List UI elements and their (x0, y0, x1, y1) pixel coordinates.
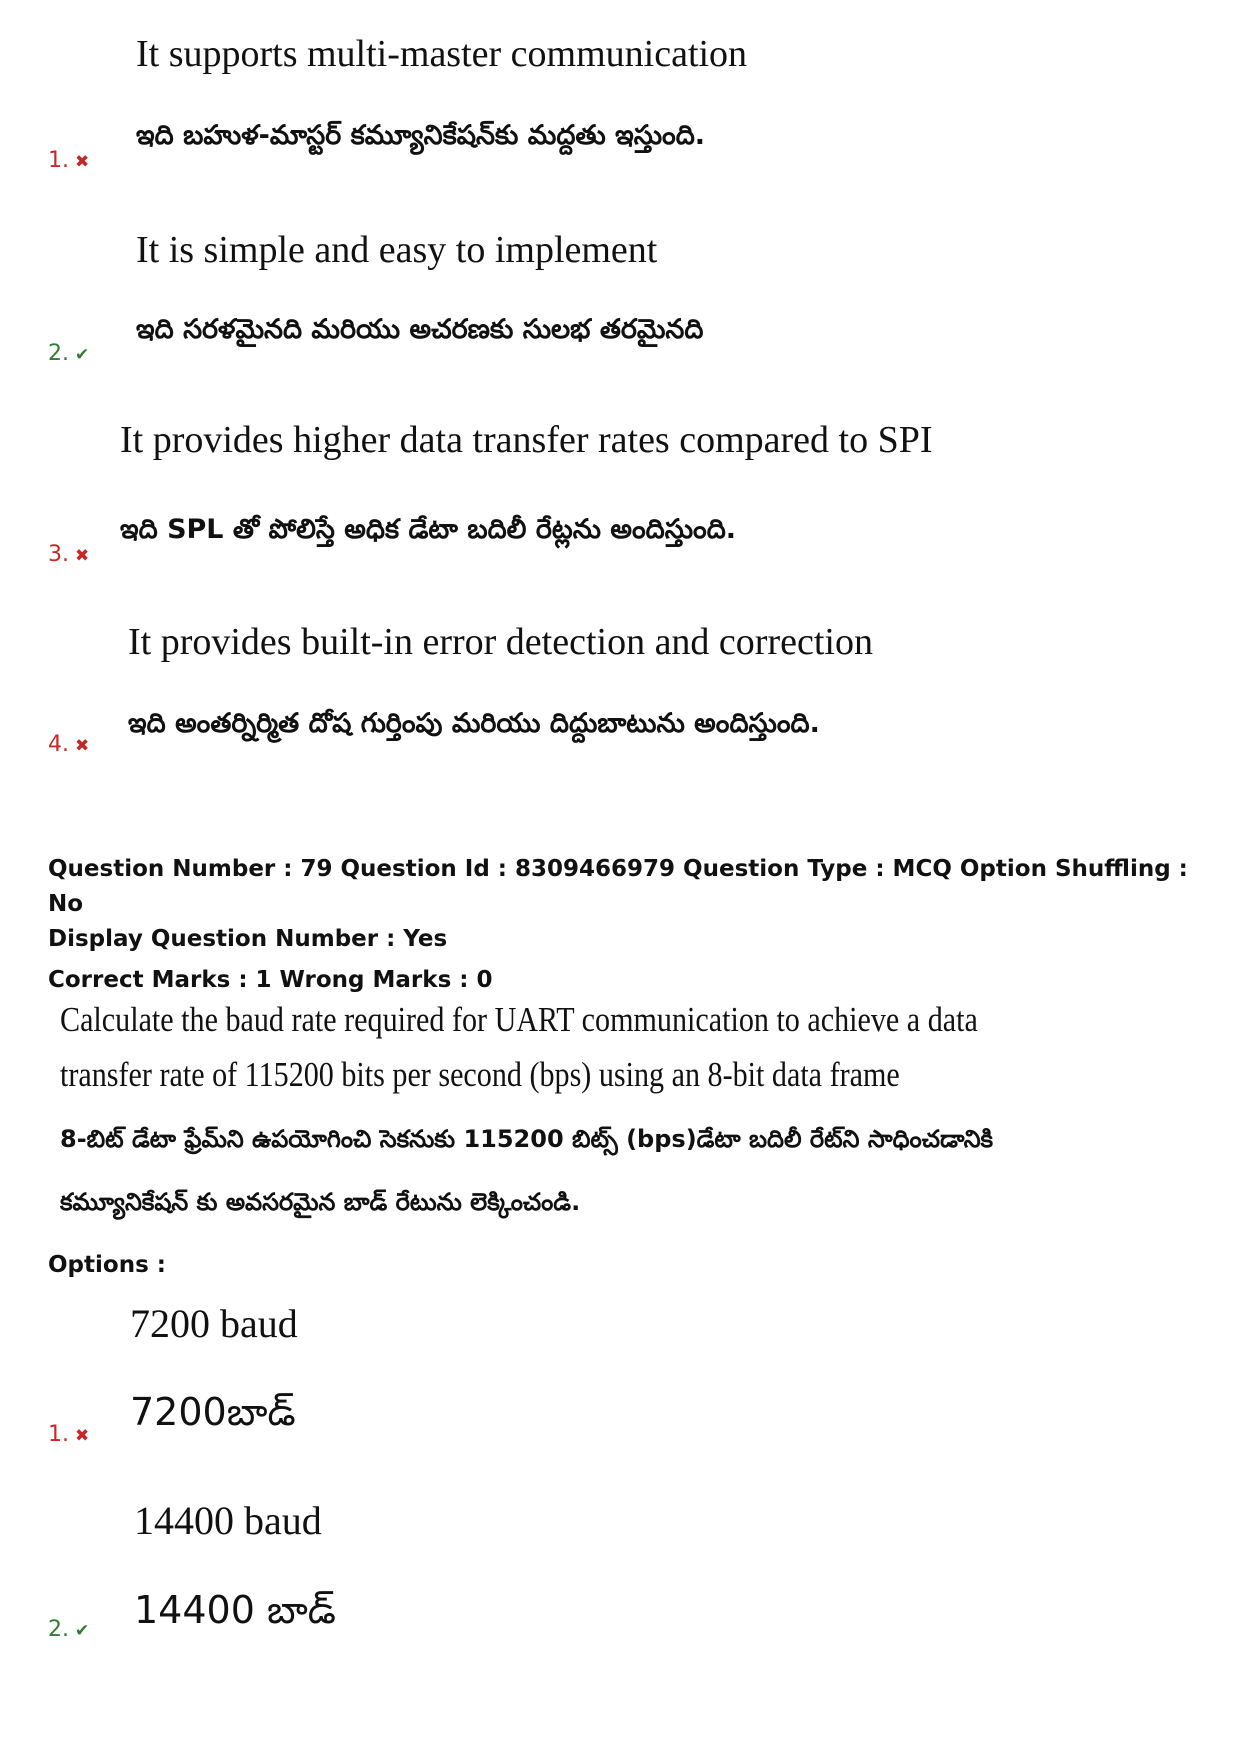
question-meta-line1: Question Number : 79 Question Id : 8309466979 Question Type : MCQ Option Shuffling : No (48, 856, 1188, 917)
check-icon: ✔ (75, 345, 90, 365)
question-telugu-line1: 8-బిట్ డేటా ఫ్రేమ్‌ని ఉపయోగించి సెకనుకు 115200 బిట్స్ (bps)డేటా బదిలీ రేట్‌ని సాధించడానికి (60, 1125, 994, 1153)
option-number: 4. ✖ (48, 732, 90, 757)
option-telugu-text: ఇది సరళమైనది మరియు అచరణకు సులభ తరమైనది (136, 314, 704, 345)
question-meta-line2: Display Question Number : Yes (48, 926, 448, 952)
question-meta (48, 852, 1208, 998)
option-english-text: It supports multi-master communication (136, 33, 748, 75)
option-number: 2. ✔ (48, 341, 90, 366)
option-english-text: 14400 baud (134, 1498, 322, 1543)
option-number: 3. ✖ (48, 542, 90, 567)
check-icon: ✔ (75, 1621, 90, 1641)
option-english-text: It provides built-in error detection and correction (128, 621, 873, 663)
cross-icon: ✖ (75, 152, 90, 172)
option-telugu-text: 14400 బాడ్ (134, 1588, 336, 1632)
option-telugu-text: ఇది అంతర్నిర్మిత దోష గుర్తింపు మరియు దిద్దుబాటును అందిస్తుంది. (128, 708, 820, 739)
cross-icon: ✖ (75, 546, 90, 566)
option-english-text: 7200 baud (130, 1301, 298, 1346)
option-telugu-text: ఇది బహుళ-మాస్టర్ కమ్యూనికేషన్‌కు మద్దతు ఇస్తుంది. (136, 120, 706, 151)
option-telugu-text: ఇది SPL తో పోలిస్తే అధిక డేటా బదిలీ రేట్లను అందిస్తుంది. (120, 514, 737, 545)
options-label: Options : (48, 1252, 166, 1278)
option-number: 2. ✔ (48, 1617, 90, 1642)
question-marks: Correct Marks : 1 Wrong Marks : 0 (48, 967, 493, 993)
option-telugu-text: 7200బాడ్ (130, 1390, 296, 1434)
option-number: 1. ✖ (48, 148, 90, 173)
cross-icon: ✖ (75, 1426, 90, 1446)
question-english-line1: Calculate the baud rate required for UART communication to achieve a data (60, 1000, 978, 1039)
cross-icon: ✖ (75, 736, 90, 756)
option-number: 1. ✖ (48, 1422, 90, 1447)
option-english-text: It is simple and easy to implement (136, 229, 658, 271)
option-english-text: It provides higher data transfer rates compared to SPI (120, 419, 933, 461)
question-telugu-line2: కమ్యూనికేషన్ కు అవసరమైన బాడ్ రేటును లెక్కించండి. (60, 1188, 581, 1216)
question-english-line2: transfer rate of 115200 bits per second (bps) using an 8-bit data frame (60, 1055, 900, 1094)
